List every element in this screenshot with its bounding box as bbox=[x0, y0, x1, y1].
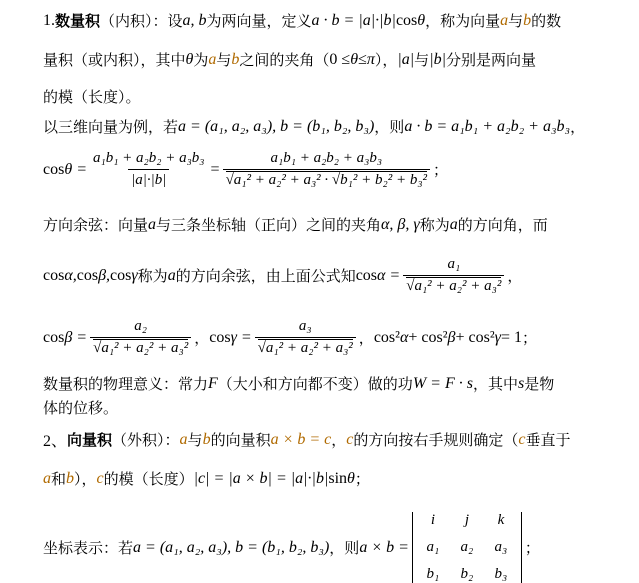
fraction bbox=[255, 318, 356, 357]
text-run: （内积）：设 bbox=[100, 12, 183, 30]
denominator bbox=[128, 169, 169, 189]
text-line bbox=[43, 397, 118, 418]
matrix-cell: b₃ bbox=[494, 566, 508, 582]
text-run: 的模（长度） bbox=[103, 470, 194, 488]
text-line bbox=[43, 428, 571, 451]
math-run: a bbox=[208, 50, 217, 68]
text-run: 和 bbox=[51, 470, 67, 488]
math-run: a bbox=[43, 469, 51, 487]
math-run: b bbox=[202, 430, 211, 448]
math-run: α, β, γ bbox=[381, 215, 420, 233]
text-run: 以三维向量为例，若 bbox=[43, 118, 179, 136]
math-run: a = (a₁, a₂, a₃), b = (b₁, b₂, b₃) bbox=[178, 117, 375, 135]
text-run: ； bbox=[354, 470, 370, 488]
text-line bbox=[43, 468, 370, 489]
math-run: θ bbox=[347, 469, 355, 487]
matrix-cell: b₂ bbox=[460, 566, 474, 582]
denominator-text: √ a₁² + a₂² + a₃² bbox=[258, 339, 353, 356]
math-run: ≤ bbox=[358, 50, 367, 68]
numerator: a₁ bbox=[447, 256, 461, 272]
math-run: cos bbox=[110, 266, 132, 284]
math-run: a bbox=[179, 430, 188, 448]
text-run: 与三条坐标轴（正向）之间的夹角 bbox=[156, 216, 382, 234]
math-run: cos bbox=[395, 11, 418, 29]
math-run: γ bbox=[131, 266, 138, 284]
text-run: ，则 bbox=[329, 539, 360, 557]
text-line bbox=[43, 150, 448, 189]
math-run: cos bbox=[43, 160, 65, 178]
math-run: a bbox=[148, 215, 157, 233]
math-run: s bbox=[517, 374, 525, 392]
denominator-text: √ a₁² + a₂² + a₃² bbox=[93, 339, 188, 356]
text-run: 垂直于 bbox=[525, 431, 571, 449]
text-line bbox=[43, 10, 561, 31]
text-line bbox=[43, 318, 537, 357]
math-run: = 1 bbox=[500, 328, 522, 346]
text-run: ； bbox=[433, 161, 449, 179]
math-run: γ bbox=[494, 328, 501, 346]
text-line bbox=[43, 512, 540, 583]
text-line bbox=[43, 373, 554, 394]
math-run: β, bbox=[98, 266, 111, 284]
text-run: 之间的夹角（ bbox=[239, 51, 330, 69]
text-run: ， bbox=[194, 329, 210, 347]
text-run: （大小和方向都不变）做的功 bbox=[217, 375, 413, 393]
text-run: ）， bbox=[74, 470, 97, 488]
math-run: a · b = |a|·|b| bbox=[311, 11, 396, 29]
math-run: b bbox=[523, 11, 532, 29]
math-run: θ bbox=[417, 11, 426, 29]
text-run: 与 bbox=[414, 51, 430, 69]
text-run: 的方向余弦，由上面公式知 bbox=[175, 267, 356, 285]
math-run: π bbox=[366, 50, 375, 68]
math-run: b bbox=[66, 469, 75, 487]
denominator-text: √ a₁² + a₂² + a₃² · √b₁² + b₂² + b₃² bbox=[226, 171, 427, 188]
math-run: β bbox=[447, 328, 456, 346]
math-run: c bbox=[96, 469, 104, 487]
math-run: γ = bbox=[230, 328, 252, 346]
text-run: 为 bbox=[193, 51, 209, 69]
matrix-cell: j bbox=[464, 512, 469, 528]
numerator: a₁b₁ + a₂b₂ + a₃b₃ bbox=[270, 150, 383, 166]
math-run: cos bbox=[43, 266, 65, 284]
math-run: α = bbox=[377, 266, 401, 284]
math-run: cos bbox=[209, 328, 231, 346]
math-run: a × b = bbox=[359, 538, 409, 556]
math-run: α bbox=[399, 328, 409, 346]
text-run: 是物 bbox=[524, 375, 555, 393]
math-run: F bbox=[208, 374, 218, 392]
denominator bbox=[403, 275, 504, 295]
text-line bbox=[43, 86, 141, 107]
text-run: 数量积的物理意义：常力 bbox=[43, 375, 209, 393]
text-line bbox=[43, 116, 585, 137]
matrix-cell: i bbox=[430, 512, 435, 528]
text-run: ， bbox=[358, 329, 374, 347]
math-run: a bbox=[500, 11, 509, 29]
text-run: 的向量积 bbox=[210, 431, 271, 449]
fraction bbox=[90, 150, 208, 189]
math-run: + cos² bbox=[455, 328, 495, 346]
text-run: 称为 bbox=[419, 216, 450, 234]
text-run: 与 bbox=[187, 431, 203, 449]
numerator: a₂ bbox=[134, 318, 148, 334]
denominator-text: |a|·|b| bbox=[131, 172, 167, 188]
math-run: θ bbox=[185, 50, 194, 68]
fraction bbox=[403, 256, 504, 295]
matrix-cell: a₁ bbox=[426, 539, 440, 555]
text-run: 的数 bbox=[531, 12, 562, 30]
text-run: ，称为向量 bbox=[425, 12, 501, 30]
math-run: β = bbox=[64, 328, 88, 346]
text-run: 量积（或内积），其中 bbox=[43, 51, 186, 69]
denominator-text: √ a₁² + a₂² + a₃² bbox=[406, 277, 501, 294]
math-run: a, b bbox=[182, 11, 207, 29]
math-run: cos bbox=[43, 328, 65, 346]
math-run: |c| = |a × b| = |a|·|b| bbox=[193, 469, 329, 487]
math-run: α, bbox=[64, 266, 77, 284]
math-run: c bbox=[518, 430, 526, 448]
text-run: 与 bbox=[508, 12, 524, 30]
fraction bbox=[223, 150, 430, 189]
math-run: 0 ≤ bbox=[329, 50, 351, 68]
text-run: （外积）： bbox=[112, 431, 180, 449]
text-run: 坐标表示：若 bbox=[43, 539, 134, 557]
math-run: W = F · s bbox=[412, 374, 473, 392]
matrix-cell: a₃ bbox=[494, 539, 508, 555]
text-run: ）， bbox=[374, 51, 398, 69]
text-run: 称为 bbox=[137, 267, 168, 285]
math-run: + cos² bbox=[408, 328, 448, 346]
denominator bbox=[223, 169, 430, 189]
math-run: a × b = c bbox=[270, 430, 332, 448]
text-run: 方向余弦：向量 bbox=[43, 216, 149, 234]
math-run: cos bbox=[76, 266, 99, 284]
matrix-cell: k bbox=[497, 512, 505, 528]
text-run: ； bbox=[524, 539, 540, 557]
matrix-cell: a₂ bbox=[460, 539, 474, 555]
text-run: ，则 bbox=[374, 118, 405, 136]
text-run: 的模（长度）。 bbox=[43, 88, 141, 106]
text-run: 与 bbox=[216, 51, 232, 69]
denominator bbox=[255, 337, 356, 357]
text-run: 体的位移。 bbox=[43, 399, 119, 417]
math-run: 2、 bbox=[43, 433, 68, 450]
math-run: b bbox=[231, 50, 240, 68]
text-line bbox=[43, 49, 536, 70]
text-run: 数量积 bbox=[55, 12, 101, 30]
math-run: |a| bbox=[397, 50, 415, 68]
math-run: a · b = a₁b₁ + a₂b₂ + a₃b₃ bbox=[404, 117, 571, 135]
text-run: 向量积 bbox=[67, 431, 113, 449]
math-run: a bbox=[167, 266, 176, 284]
determinant-matrix bbox=[412, 512, 522, 583]
text-run: 的方向角，而 bbox=[457, 216, 548, 234]
text-line bbox=[43, 256, 522, 295]
text-line bbox=[43, 214, 548, 235]
math-run: θ bbox=[350, 50, 359, 68]
math-run: cos bbox=[355, 266, 378, 284]
text-run: 为两向量，定义 bbox=[206, 12, 312, 30]
math-run: a bbox=[449, 215, 458, 233]
text-run: ， bbox=[331, 431, 347, 449]
math-run: cos² bbox=[373, 328, 400, 346]
math-run: θ = bbox=[64, 160, 87, 178]
numerator: a₃ bbox=[298, 318, 312, 334]
math-run: |b| bbox=[429, 50, 446, 68]
text-run: ； bbox=[521, 329, 537, 347]
matrix-cell: b₁ bbox=[426, 566, 440, 582]
numerator: a₁b₁ + a₂b₂ + a₃b₃ bbox=[92, 150, 205, 166]
math-run: a = (a₁, a₂, a₃), b = (b₁, b₂, b₃) bbox=[133, 538, 330, 556]
denominator bbox=[90, 337, 191, 357]
math-run: 1. bbox=[43, 11, 55, 29]
fraction bbox=[90, 318, 191, 357]
math-run: sin bbox=[328, 469, 348, 487]
text-run: ，其中 bbox=[472, 375, 518, 393]
math-run: = bbox=[210, 160, 220, 178]
math-run: c bbox=[346, 430, 354, 448]
text-run: ， bbox=[507, 267, 523, 285]
text-run: 分别是两向量 bbox=[445, 51, 536, 69]
text-run: 的方向按右手规则确定（ bbox=[353, 431, 519, 449]
text-run: ， bbox=[570, 118, 586, 136]
